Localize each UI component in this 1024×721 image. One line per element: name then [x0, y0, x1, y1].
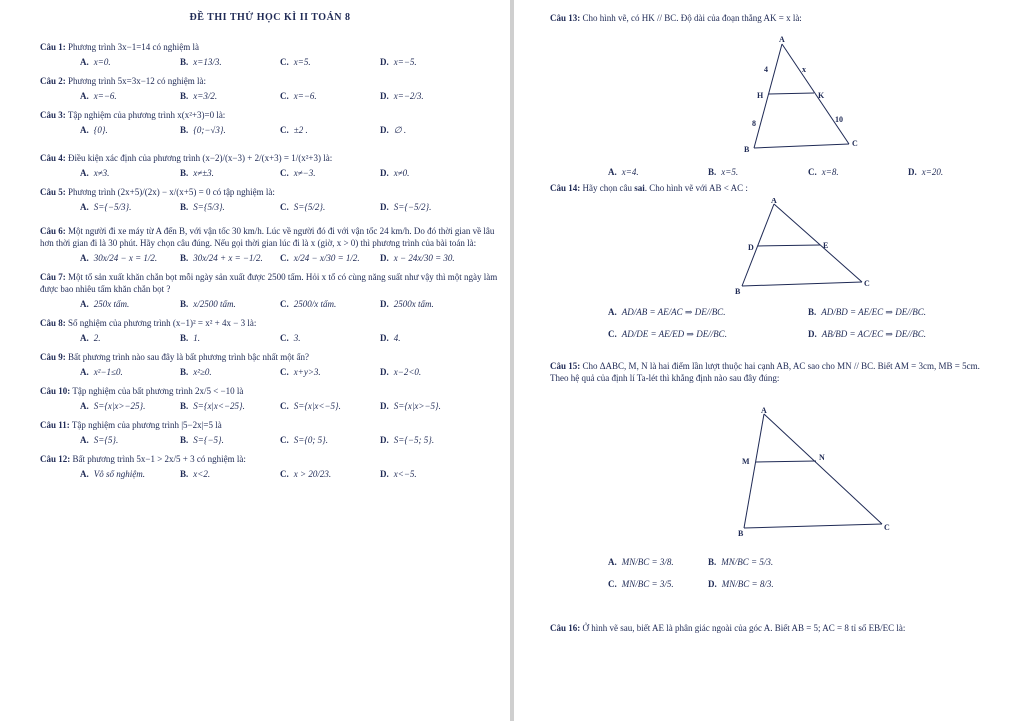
question-11 — [40, 419, 500, 446]
label-n: N — [819, 453, 825, 462]
option-b[interactable]: B. x/2500 tấm. — [180, 299, 236, 309]
question-16 — [550, 622, 1010, 637]
option-c[interactable]: C. x=5. — [280, 57, 311, 67]
question-label: Câu 8: — [40, 318, 66, 328]
question-3 — [40, 109, 500, 136]
option-b[interactable]: B. x=13/3. — [180, 57, 222, 67]
question-label: Câu 1: — [40, 42, 66, 52]
question-stem: Số nghiệm của phương trình (x−1)² = x² + 4x − 3 là: — [68, 318, 257, 328]
label-h: H — [757, 91, 764, 100]
segment-hk — [769, 93, 814, 94]
option-c[interactable]: C. x > 20/23. — [280, 469, 332, 479]
question-label: Câu 7: — [40, 272, 66, 282]
question-stem: Bất phương trình 5x−1 > 2x/5 + 3 có nghiệm là: — [72, 454, 246, 464]
question-15-options — [550, 556, 1010, 590]
option-d[interactable]: D. x=−2/3. — [380, 91, 424, 101]
question-label: Câu 13: — [550, 13, 581, 23]
option-d[interactable]: D. x−2<0. — [380, 367, 422, 377]
question-stem: Hãy chọn câu — [582, 183, 632, 193]
option-d[interactable]: D. x≠0. — [380, 168, 410, 178]
option-a[interactable]: A. S={5}. — [80, 435, 119, 445]
question-stem: Cho hình vẽ, có HK // BC. Độ dài của đoạn thẳng AK = x là: — [582, 13, 802, 23]
question-9 — [40, 351, 500, 378]
question-stem: Phương trình 3x−1=14 có nghiệm là — [68, 42, 200, 52]
option-a[interactable]: A. {0}. — [80, 125, 108, 135]
option-d[interactable]: D. MN/BC = 8/3. — [708, 579, 774, 589]
label-c: C — [864, 279, 870, 288]
label-b: B — [735, 287, 741, 296]
side-ac — [764, 414, 882, 524]
question-stem: Tập nghiệm của phương trình x(x²+3)=0 là: — [67, 110, 226, 120]
option-c[interactable]: C. MN/BC = 3/5. — [608, 579, 674, 589]
side-ac — [774, 204, 862, 282]
option-c[interactable]: C. x=8. — [808, 167, 839, 177]
option-a[interactable]: A. AD/AB = AE/AC ⇒ DE//BC. — [608, 307, 726, 317]
question-5 — [40, 186, 500, 213]
option-b[interactable]: B. MN/BC = 5/3. — [708, 557, 774, 567]
label-b: B — [738, 529, 744, 536]
option-d[interactable]: D. S={−5; 5}. — [380, 435, 435, 445]
question-stem: Bất phương trình nào sau đây là bất phương trình bậc nhất một ẩn? — [68, 352, 309, 362]
exam-page-left — [0, 0, 510, 721]
option-a[interactable]: A. S={x|x>−25}. — [80, 401, 146, 411]
triangle-figure-hk-bc — [734, 36, 874, 156]
triangle-figure-de-bc — [734, 198, 874, 298]
question-stem: Một tổ sản xuất khăn chắn bọt mỗi ngày sản xuất được 2500 tấm. Hỏi x tổ có cùng năng suất như vậy thì một ngày làm được bao nhiêu tấm khăn chắn bọt ? — [40, 272, 498, 294]
option-c[interactable]: C. S={0; 5}. — [280, 435, 329, 445]
option-c[interactable]: C. x+y>3. — [280, 367, 321, 377]
question-2 — [40, 75, 500, 102]
question-14 — [550, 182, 1010, 197]
question-stem: Một người đi xe máy từ A đến B, với vận tốc 30 km/h. Lúc về người đó đi với vận tốc 24 km/h. Do đó thời gian về lâu hơn thời gian đi là 30 phút. Hãy chọn câu đúng. Nếu gọi thời gian lúc đi là x (giờ, x > 0) thì phương trình của bài toán là: — [40, 226, 495, 248]
option-d[interactable]: D. AB/BD = AC/EC ⇒ DE//BC. — [808, 329, 926, 339]
question-1 — [40, 41, 500, 68]
option-c[interactable]: C. 3. — [280, 333, 301, 343]
option-a[interactable]: A. 30x/24 − x = 1/2. — [80, 253, 158, 263]
option-c[interactable]: C. x=−6. — [280, 91, 317, 101]
side-bc — [744, 524, 882, 528]
question-label: Câu 10: — [40, 386, 71, 396]
question-label: Câu 11: — [40, 420, 70, 430]
question-stem: Phương trình (2x+5)/(2x) − x/(x+5) = 0 có tập nghiệm là: — [68, 187, 275, 197]
exam-title: ĐỀ THI THỬ HỌC KÌ II TOÁN 8 — [189, 12, 351, 23]
question-label: Câu 12: — [40, 454, 71, 464]
label-k: K — [818, 91, 825, 100]
question-12 — [40, 453, 500, 480]
question-stem: Tập nghiệm của bất phương trình 2x/5 < −10 là — [72, 386, 244, 396]
label-c: C — [884, 523, 890, 532]
label-a: A — [761, 406, 767, 415]
option-d[interactable]: D. 2500x tấm. — [380, 299, 434, 309]
option-c[interactable]: C. S={5/2}. — [280, 202, 326, 212]
option-d[interactable]: D. x=20. — [908, 167, 944, 177]
question-15 — [550, 360, 990, 387]
question-stem: Tập nghiệm của phương trình |5−2x|=5 là — [71, 420, 222, 430]
option-a[interactable]: A. S={−5/3}. — [80, 202, 132, 212]
option-a[interactable]: A. x=−6. — [80, 91, 117, 101]
option-a[interactable]: A. 250x tấm. — [80, 299, 130, 309]
question-6 — [40, 225, 500, 264]
option-c[interactable]: C. x/24 − x/30 = 1/2. — [280, 253, 360, 263]
option-b[interactable]: B. AD/BD = AE/EC ⇒ DE//BC. — [808, 307, 926, 317]
question-13-options — [550, 166, 1010, 178]
option-b[interactable]: B. S={x|x<−25}. — [180, 401, 245, 411]
question-label: Câu 16: — [550, 623, 581, 633]
question-label: Câu 6: — [40, 226, 66, 236]
side-ab — [742, 204, 774, 286]
question-10 — [40, 385, 500, 412]
question-label: Câu 9: — [40, 352, 66, 362]
question-4 — [40, 152, 500, 179]
label-d: D — [748, 243, 754, 252]
label-m: M — [742, 457, 750, 466]
question-label: Câu 4: — [40, 153, 66, 163]
label-a: A — [771, 198, 777, 205]
question-stem-emphasis: sai — [634, 183, 645, 193]
label-e: E — [823, 241, 829, 250]
option-d[interactable]: D. x=−5. — [380, 57, 417, 67]
option-b[interactable]: B. 30x/24 + x = −1/2. — [180, 253, 263, 263]
option-d[interactable]: D. x − 24x/30 = 30. — [380, 253, 455, 263]
question-stem: Phương trình 5x=3x−12 có nghiệm là: — [68, 76, 207, 86]
option-a[interactable]: A. x=0. — [80, 57, 111, 67]
segment-mn — [756, 461, 816, 462]
label-kc: 10 — [835, 115, 843, 124]
option-b[interactable]: B. x<2. — [180, 469, 211, 479]
question-label: Câu 5: — [40, 187, 66, 197]
option-b[interactable]: B. 1. — [180, 333, 201, 343]
option-a[interactable]: A. 2. — [80, 333, 101, 343]
label-c: C — [852, 139, 858, 148]
question-8 — [40, 317, 500, 344]
side-bc — [742, 282, 862, 286]
option-a[interactable]: A. x=4. — [608, 167, 639, 177]
question-13 — [550, 12, 1010, 27]
question-14-options — [550, 306, 1010, 340]
question-label: Câu 3: — [40, 110, 66, 120]
option-b[interactable]: B. x=3/2. — [180, 91, 218, 101]
option-b[interactable]: B. x²≥0. — [180, 367, 212, 377]
side-ab — [744, 414, 764, 528]
side-ac — [782, 44, 849, 144]
question-stem: Ở hình vẽ sau, biết AE là phân giác ngoài của góc A. Biết AB = 5; AC = 8 tỉ số EB/EC là: — [582, 623, 906, 633]
exam-page-right — [514, 0, 1024, 721]
option-c[interactable]: C. 2500/x tấm. — [280, 299, 337, 309]
option-d[interactable]: D. ∅ . — [380, 125, 407, 135]
option-c[interactable]: C. ±2 . — [280, 125, 308, 135]
option-c[interactable]: C. x≠−3. — [280, 168, 316, 178]
question-stem: Điều kiện xác định của phương trình (x−2)/(x−3) + 2/(x+3) = 1/(x²+3) là: — [68, 153, 333, 163]
label-a: A — [779, 36, 785, 44]
option-b[interactable]: B. S={5/3}. — [180, 202, 225, 212]
segment-de — [758, 245, 820, 246]
label-ah: 4 — [764, 65, 768, 74]
option-d[interactable]: D. x<−5. — [380, 469, 417, 479]
option-a[interactable]: A. x≠3. — [80, 168, 110, 178]
option-a[interactable]: A. MN/BC = 3/8. — [608, 557, 674, 567]
side-bc — [754, 144, 849, 148]
option-a[interactable]: A. Vô số nghiệm. — [80, 469, 145, 479]
question-label: Câu 2: — [40, 76, 66, 86]
question-stem-suffix: . Cho hình vẽ với AB < AC : — [644, 183, 748, 193]
question-7 — [40, 271, 500, 310]
label-b: B — [744, 145, 750, 154]
option-d[interactable]: D. S={−5/2}. — [380, 202, 432, 212]
option-d[interactable]: D. 4. — [380, 333, 401, 343]
label-ak: x — [802, 65, 806, 74]
option-c[interactable]: C. S={x|x<−5}. — [280, 401, 341, 411]
question-label: Câu 14: — [550, 183, 581, 193]
option-b[interactable]: B. x≠±3. — [180, 168, 214, 178]
option-a[interactable]: A. x²−1≤0. — [80, 367, 123, 377]
option-c[interactable]: C. AD/DE = AE/ED ⇒ DE//BC. — [608, 329, 727, 339]
label-hb: 8 — [752, 119, 756, 128]
question-stem: Cho ΔABC, M, N là hai điểm lần lượt thuộc hai cạnh AB, AC sao cho MN // BC. Biết AM = 3cm, MB = 5cm. Theo hệ quả của định lí Ta-lét thì khẳng định nào sau đây đúng: — [550, 361, 980, 383]
option-b[interactable]: B. x=5. — [708, 167, 739, 177]
triangle-figure-mn-bc — [734, 406, 894, 536]
question-label: Câu 15: — [550, 361, 581, 371]
option-b[interactable]: B. S={−5}. — [180, 435, 224, 445]
option-b[interactable]: B. {0;−√3}. — [180, 125, 226, 135]
option-d[interactable]: D. S={x|x>−5}. — [380, 401, 441, 411]
